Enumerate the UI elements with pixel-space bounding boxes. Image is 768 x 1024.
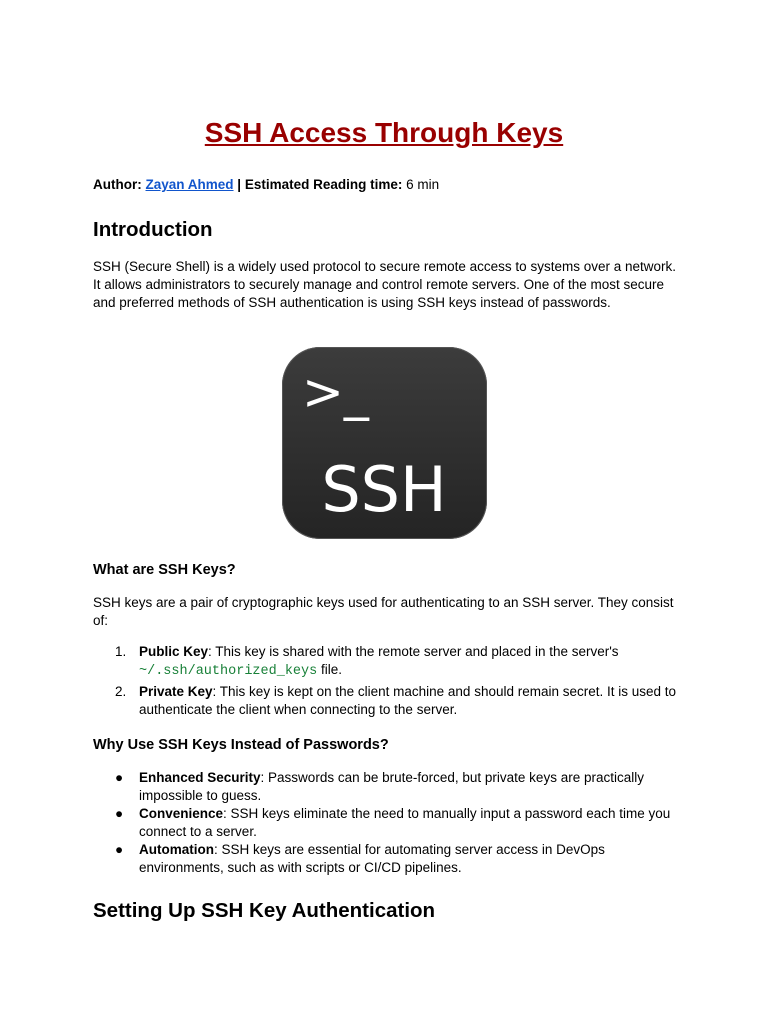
bullet-marker: ●: [115, 806, 124, 821]
list-text: : This key is shared with the remote server and placed in the server's: [208, 644, 619, 659]
list-text: : SSH keys eliminate the need to manually input a password each time you connect to a server.: [139, 806, 671, 839]
list-text: : SSH keys are essential for automating server access in DevOps environments, such as with scripts or CI/CD pipelines.: [139, 842, 605, 875]
bullet-marker: ●: [115, 842, 124, 857]
list-item: [93, 643, 683, 681]
list-term: Automation: [139, 842, 214, 857]
list-item: [93, 841, 683, 877]
setup-heading: Setting Up SSH Key Authentication: [93, 899, 436, 922]
list-term: Enhanced Security: [139, 770, 261, 785]
list-text: : Passwords can be brute-forced, but private keys are practically impossible to guess.: [139, 770, 644, 803]
terminal-prompt: >_: [302, 363, 369, 421]
ssh-keys-heading: What are SSH Keys?: [93, 562, 236, 578]
bullet-marker: ●: [115, 770, 124, 785]
meta-separator: |: [237, 177, 242, 192]
introduction-heading: Introduction: [93, 218, 213, 241]
list-term: Private Key: [139, 684, 213, 699]
reading-time-label: Estimated Reading time:: [244, 177, 403, 192]
list-marker: 2.: [115, 684, 127, 699]
key-types-list: [93, 643, 683, 719]
document-title: SSH Access Through Keys: [204, 117, 564, 148]
author-link[interactable]: Zayan Ahmed: [145, 177, 234, 192]
ssh-keys-paragraph: SSH keys are a pair of cryptographic keys used for authenticating to an SSH server. They consist of:: [93, 595, 674, 628]
list-term: Convenience: [139, 806, 224, 821]
list-term: Public Key: [139, 644, 209, 659]
list-tail: file.: [317, 662, 342, 677]
author-line: [93, 176, 439, 194]
list-item: [93, 683, 683, 719]
list-item: [93, 769, 683, 805]
ssh-logo-text: SSH: [321, 453, 447, 526]
reading-time-value: 6 min: [406, 177, 440, 192]
list-item: [93, 805, 683, 841]
benefits-list: [93, 769, 683, 877]
list-marker: 1.: [115, 644, 127, 659]
why-ssh-keys-heading: Why Use SSH Keys Instead of Passwords?: [93, 737, 389, 753]
list-text: : This key is kept on the client machine and should remain secret. It is used to authenticate the client when connecting to the server.: [139, 684, 677, 717]
authorized-keys-path: ~/.ssh/authorized_keys: [139, 664, 318, 679]
introduction-paragraph: SSH (Secure Shell) is a widely used protocol to secure remote access to systems over a network. It allows administrators to securely manage and control remote servers. One of the most secure and preferred methods of SSH authentication is using SSH keys instead of passwords.: [93, 259, 676, 310]
ssh-terminal-icon: [282, 347, 487, 539]
author-label: Author:: [93, 177, 142, 192]
